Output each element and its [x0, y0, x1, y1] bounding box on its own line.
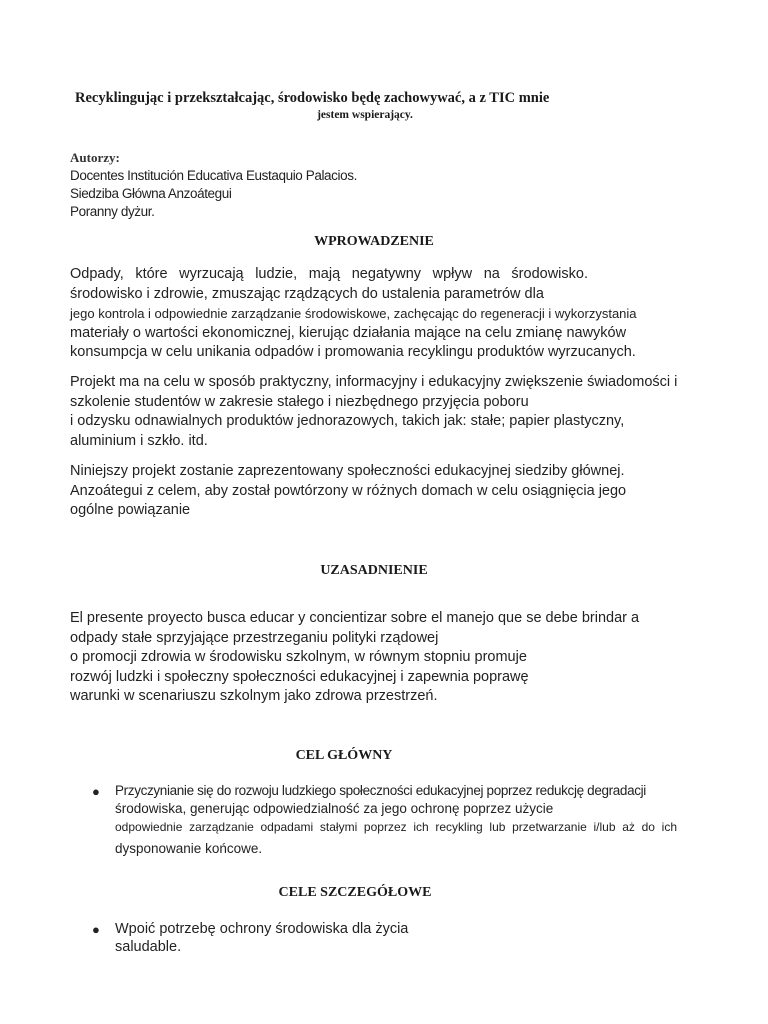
title-line-2: jestem wspierający. [317, 109, 413, 121]
intro-paragraph-2 [70, 373, 696, 451]
paragraph-line: jego kontrola i odpowiednie zarządzanie środowiskowe, zachęcając do regeneracji i wykorzystania [70, 306, 637, 321]
bullet-icon: ● [92, 922, 100, 937]
paragraph-line: o promocji zdrowia w środowisku szkolnym, w równym stopniu promuje [70, 649, 527, 665]
paragraph-line: i odzysku odnawialnych produktów jednorazowych, takich jak: stałe; papier plastyczny, [70, 413, 625, 429]
paragraph-line: aluminium i szkło. itd. [70, 432, 208, 449]
list-item-line: odpowiednie zarządzanie odpadami stałymi poprzez ich recykling lub przetwarzanie i/lub aż do ich [115, 820, 677, 834]
authors-label: Autorzy: [70, 150, 120, 165]
paragraph-line: Niniejszy projekt zostanie zaprezentowany społeczności edukacyjnej siedziby głównej. [70, 463, 625, 479]
section-heading-specific-goals: CELE SZCZEGÓŁOWE [278, 885, 432, 900]
section-heading-justification: UZASADNIENIE [320, 563, 428, 578]
paragraph-line: szkolenie studentów w zakresie stałego i niezbędnego przyjęcia poboru [70, 393, 529, 410]
title-line-1: Recyklingując i przekształcając, środowisko będę zachowywać, a z TIC mnie [75, 90, 550, 106]
list-item-line: środowiska, generując odpowiedzialność za jego ochronę poprzez użycie [115, 801, 554, 816]
justification-paragraph [70, 609, 696, 707]
section-heading-main-goal: CEL GŁÓWNY [295, 748, 393, 763]
bullet-icon: ● [92, 784, 100, 799]
paragraph-line: środowisko i zdrowie, zmuszając rządzących do ustalenia parametrów dla [70, 285, 544, 302]
intro-paragraph-3 [70, 462, 696, 521]
intro-paragraph-1 [70, 265, 696, 363]
author-line: Siedziba Główna Anzoátegui [70, 186, 232, 201]
paragraph-line: Odpady, które wyrzucają ludzie, mają negatywny wpływ na środowisko. [70, 266, 588, 282]
paragraph-line: rozwój ludzki i społeczny społeczności edukacyjnej i zapewnia poprawę [70, 668, 529, 685]
section-heading-intro: WPROWADZENIE [314, 234, 434, 249]
author-line: Poranny dyżur. [70, 204, 155, 219]
paragraph-line: Anzoátegui z celem, aby został powtórzony w różnych domach w celu osiągnięcia jego [70, 482, 627, 499]
paragraph-line: ogólne powiązanie [70, 502, 191, 518]
paragraph-line: El presente proyecto busca educar y concientizar sobre el manejo que se debe brindar a [70, 610, 640, 626]
paragraph-line: materiały o wartości ekonomicznej, kierując działania mające na celu zmianę nawyków [70, 324, 627, 341]
list-item-line: dysponowanie końcowe. [115, 841, 263, 856]
paragraph-line: konsumpcja w celu unikania odpadów i promowania recyklingu produktów wyrzucanych. [70, 344, 636, 360]
list-item-line: saludable. [115, 939, 182, 955]
paragraph-line: Projekt ma na celu w sposób praktyczny, informacyjny i edukacyjny zwiększenie świadomości i [70, 374, 678, 390]
paragraph-line: warunki w scenariuszu szkolnym jako zdrowa przestrzeń. [70, 688, 438, 704]
list-item-line: Przyczynianie się do rozwoju ludzkiego społeczności edukacyjnej poprzez redukcję degradacji [115, 783, 646, 798]
list-item-line: Wpoić potrzebę ochrony środowiska dla życia [115, 921, 409, 937]
author-line: Docentes Institución Educativa Eustaquio Palacios. [70, 168, 357, 183]
paragraph-line: odpady stałe sprzyjające przestrzeganiu polityki rządowej [70, 629, 439, 646]
